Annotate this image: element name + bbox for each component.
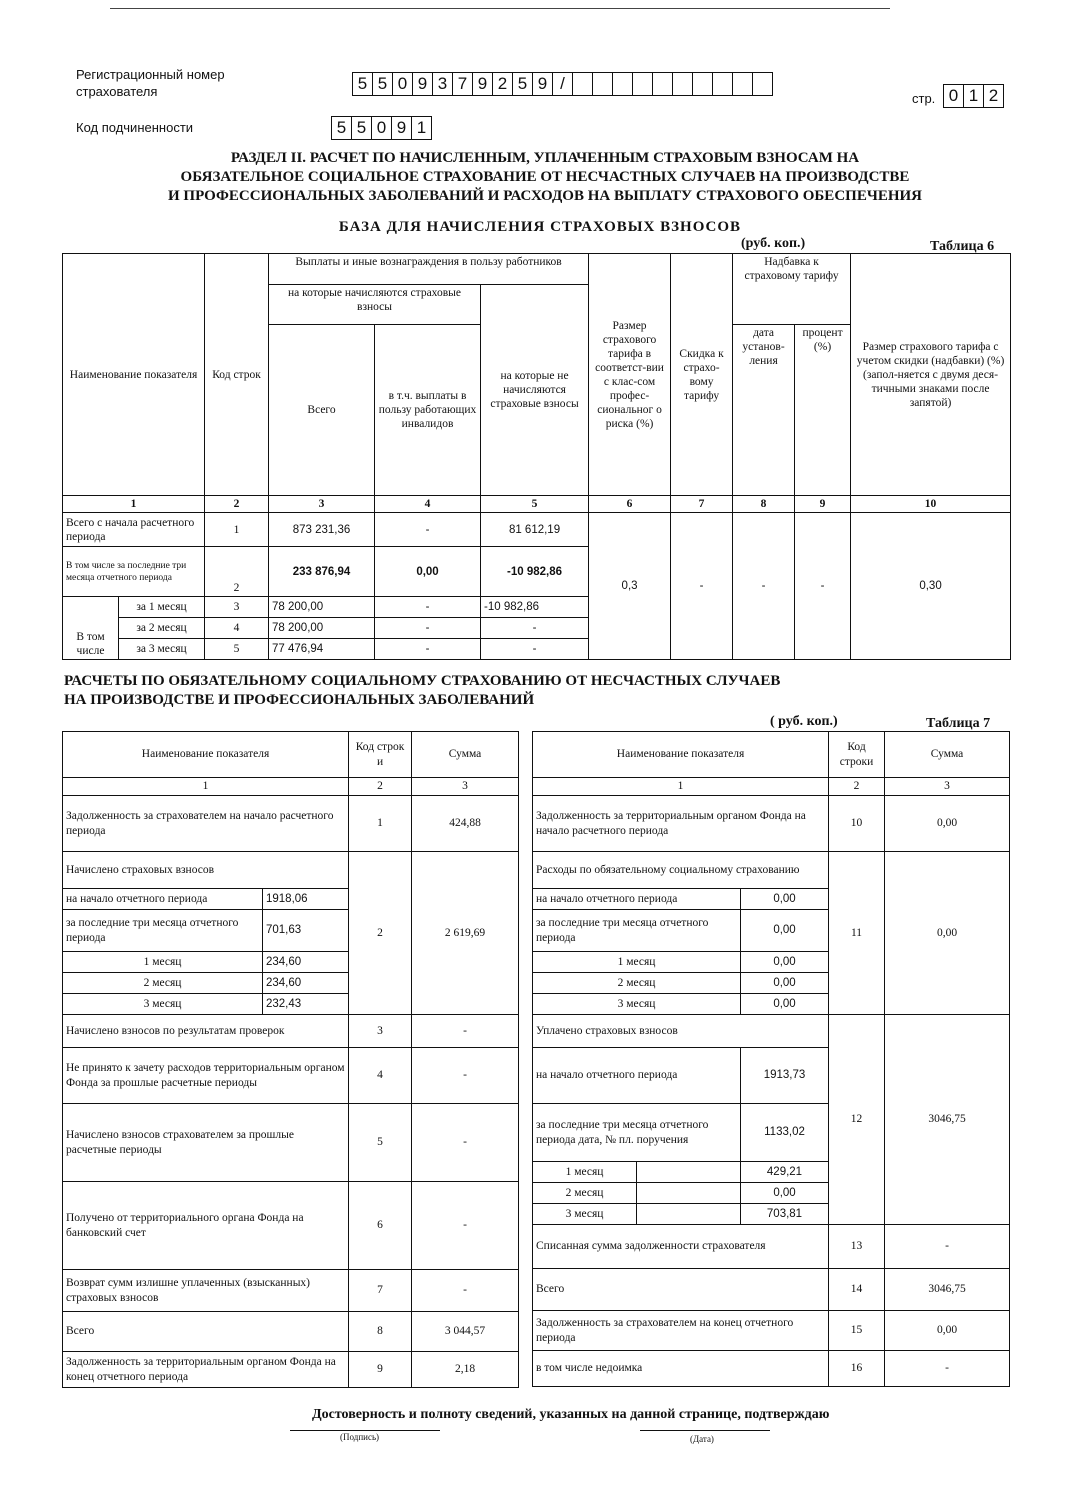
t6-header-percent: процент (%) bbox=[795, 325, 851, 496]
t7l-header-code: Код строк и bbox=[349, 732, 412, 778]
t7l-row5-name: Начислено взносов страхователем за прошлые расчетные периоды bbox=[63, 1104, 349, 1182]
t7r-row11-start: на начало отчетного периода bbox=[533, 889, 741, 910]
t7r-header-name: Наименование показателя bbox=[533, 732, 829, 778]
t7l-row1-name: Задолженность за страхователем на начало расчетного периода bbox=[63, 796, 349, 852]
t7l-row3-code: 3 bbox=[349, 1015, 412, 1048]
t7r-colnum: 2 bbox=[829, 778, 885, 796]
t7l-month2: 2 месяц bbox=[63, 973, 263, 994]
t7r-row14-sum: 3046,75 bbox=[885, 1269, 1010, 1311]
t6-colnum: 5 bbox=[481, 496, 589, 513]
reg-digit-cell bbox=[632, 72, 653, 96]
t7l-row7-sum: - bbox=[412, 1270, 519, 1312]
t6-header-charged: на которые начисляются страховые взносы bbox=[269, 285, 481, 325]
t7r-row10-sum: 0,00 bbox=[885, 796, 1010, 852]
t7r-row12-start-value: 1913,73 bbox=[741, 1048, 829, 1104]
t6-colnum: 7 bbox=[671, 496, 733, 513]
t7r-row15-name: Задолженность за страхователем на конец отчетного периода bbox=[533, 1311, 829, 1351]
t7r-row11-start-value: 0,00 bbox=[741, 889, 829, 910]
t6-header-payments: Выплаты и иные вознаграждения в пользу работников bbox=[269, 254, 589, 285]
t6-row5-total: 77 476,94 bbox=[269, 639, 375, 660]
t7r-colnum: 1 bbox=[533, 778, 829, 796]
t7l-month3: 3 месяц bbox=[63, 994, 263, 1015]
t7r-row15-code: 15 bbox=[829, 1311, 885, 1351]
t7r-row11-last3-value: 0,00 bbox=[741, 910, 829, 952]
t7r-row16-code: 16 bbox=[829, 1351, 885, 1387]
t7l-month1: 1 месяц bbox=[63, 952, 263, 973]
t7l-row8-name: Всего bbox=[63, 1312, 349, 1352]
t7r-row16-name: в том числе недоимка bbox=[533, 1351, 829, 1387]
t6-header-rate: Размер страхового тарифа в соответст-вии с клас-сом профес-сиональног о риска (%) bbox=[589, 254, 671, 496]
page-digit-cell: 0 bbox=[943, 84, 964, 108]
t6-discount-value: - bbox=[671, 513, 733, 660]
t6-colnum: 2 bbox=[205, 496, 269, 513]
reg-digit-cell bbox=[652, 72, 673, 96]
t7r-paid-month1: 1 месяц bbox=[533, 1162, 637, 1183]
t6-colnum: 1 bbox=[63, 496, 205, 513]
t6-in-that-number: В том числе bbox=[63, 597, 119, 660]
t7l-month3-value: 232,43 bbox=[263, 994, 349, 1015]
t7r-paid-month1-value: 429,21 bbox=[741, 1162, 829, 1183]
t6-row5-invalids: - bbox=[375, 639, 481, 660]
t6-row4-total: 78 200,00 bbox=[269, 618, 375, 639]
t6-row1-invalids: - bbox=[375, 513, 481, 547]
base-title: БАЗА ДЛЯ НАЧИСЛЕНИЯ СТРАХОВЫХ ВЗНОСОВ bbox=[338, 219, 742, 235]
signature-line bbox=[290, 1430, 440, 1431]
page-label: стр. bbox=[912, 91, 936, 106]
t7l-row7-name: Возврат сумм излишне уплаченных (взысканных) страховых взносов bbox=[63, 1270, 349, 1312]
reg-digit-cell: 5 bbox=[352, 72, 373, 96]
t6-row3-code: 3 bbox=[205, 597, 269, 618]
table-7-right bbox=[532, 731, 1010, 1387]
t7l-row2-name: Начислено страховых взносов bbox=[63, 852, 349, 889]
t6-header-invalids: в т.ч. выплаты в пользу работающих инвалидов bbox=[375, 325, 481, 496]
reg-digit-cell: 0 bbox=[392, 72, 413, 96]
t7r-row13-name: Списанная сумма задолженности страхователя bbox=[533, 1225, 829, 1269]
t6-row2-total: 233 876,94 bbox=[269, 547, 375, 597]
t7l-colnum: 3 bbox=[412, 778, 519, 796]
date-line bbox=[640, 1430, 770, 1431]
t6-row3-total: 78 200,00 bbox=[269, 597, 375, 618]
t6-row4-invalids: - bbox=[375, 618, 481, 639]
t6-row5-code: 5 bbox=[205, 639, 269, 660]
t7r-header-sum: Сумма bbox=[885, 732, 1010, 778]
t7l-row4-name: Не принято к зачету расходов территориальным органом Фонда за прошлые расчетные периоды bbox=[63, 1048, 349, 1104]
t7r-month2-value: 0,00 bbox=[741, 973, 829, 994]
t7l-header-name: Наименование показателя bbox=[63, 732, 349, 778]
t7r-row11-sum: 0,00 bbox=[885, 852, 1010, 1015]
reg-digit-cell: 9 bbox=[412, 72, 433, 96]
t7l-row2-last3: за последние три месяца отчетного периода bbox=[63, 910, 263, 952]
t7l-row2-start-value: 1918,06 bbox=[263, 889, 349, 910]
t7l-row3-name: Начислено взносов по результатам проверок bbox=[63, 1015, 349, 1048]
t7l-row5-sum: - bbox=[412, 1104, 519, 1182]
t6-header-discount: Скидка к страхо-вому тарифу bbox=[671, 254, 733, 496]
t6-row5-not-charged: - bbox=[481, 639, 589, 660]
reg-digit-cell bbox=[572, 72, 593, 96]
t7r-paid-month3: 3 месяц bbox=[533, 1204, 637, 1225]
t7r-row12-sum: 3046,75 bbox=[885, 1015, 1010, 1225]
t6-row2-invalids: 0,00 bbox=[375, 547, 481, 597]
t7l-header-sum: Сумма bbox=[412, 732, 519, 778]
t7l-month2-value: 234,60 bbox=[263, 973, 349, 994]
t6-row5-name: за 3 месяц bbox=[119, 639, 205, 660]
t7l-row6-code: 6 bbox=[349, 1182, 412, 1270]
reg-digit-cell bbox=[712, 72, 733, 96]
page-number-cells bbox=[943, 84, 1004, 108]
units-label-t7: ( руб. коп.) bbox=[770, 714, 838, 729]
reg-digit-cell: 9 bbox=[472, 72, 493, 96]
t6-row4-not-charged: - bbox=[481, 618, 589, 639]
t7l-row2-code: 2 bbox=[349, 852, 412, 1015]
table-6 bbox=[62, 253, 1011, 660]
t7r-row13-sum: - bbox=[885, 1225, 1010, 1269]
t6-row2-code: 2 bbox=[205, 547, 269, 597]
reg-digit-cell: 2 bbox=[492, 72, 513, 96]
page-digit-cell: 2 bbox=[983, 84, 1004, 108]
confirmation-text: Достоверность и полноту сведений, указанных на данной странице, подтверждаю bbox=[312, 1407, 830, 1422]
t6-header-total: Всего bbox=[269, 325, 375, 496]
t7r-month1-value: 0,00 bbox=[741, 952, 829, 973]
t7r-row13-code: 13 bbox=[829, 1225, 885, 1269]
subordination-label: Код подчиненности bbox=[76, 120, 194, 135]
sub-digit-cell: 5 bbox=[331, 116, 352, 140]
reg-digit-cell: 3 bbox=[432, 72, 453, 96]
t7l-month1-value: 234,60 bbox=[263, 952, 349, 973]
table6-label: Таблица 6 bbox=[930, 239, 995, 254]
t6-header-final-rate: Размер страхового тарифа с учетом скидки (надбавки) (%) (запол-няется с двумя деся-тичными знаками после запятой) bbox=[851, 254, 1011, 496]
t7r-row12-last3: за последние три месяца отчетного периода дата, № пл. поручения bbox=[533, 1104, 741, 1162]
t6-rate-value: 0,3 bbox=[589, 513, 671, 660]
t7r-row16-sum: - bbox=[885, 1351, 1010, 1387]
t6-colnum: 4 bbox=[375, 496, 481, 513]
t6-percent-value: - bbox=[795, 513, 851, 660]
t7r-row12-code: 12 bbox=[829, 1015, 885, 1225]
reg-number-label: Регистрационный номер страхователя bbox=[76, 67, 225, 99]
t6-header-date: дата установ-ления bbox=[733, 325, 795, 496]
t6-colnum: 3 bbox=[269, 496, 375, 513]
section-title: РАЗДЕЛ II. РАСЧЕТ ПО НАЧИСЛЕННЫМ, УПЛАЧЕННЫМ СТРАХОВЫМ ВЗНОСАМ НА ОБЯЗАТЕЛЬНОЕ СОЦИАЛЬНОЕ СТРАХОВАНИЕ ОТ НЕСЧАСТНЫХ СЛУЧАЕВ НА ПРОИЗВОДСТВЕ И ПРОФЕССИОНАЛЬНЫХ ЗАБОЛЕВАНИЙ И РАСХОДОВ НА ВЫПЛАТУ СТРАХОВОГО ОБЕСПЕЧЕНИЯ bbox=[168, 150, 922, 204]
t6-row2-name: В том числе за последние три месяца отчетного периода bbox=[63, 547, 205, 597]
t7l-colnum: 1 bbox=[63, 778, 349, 796]
t6-row1-code: 1 bbox=[205, 513, 269, 547]
t7l-row3-sum: - bbox=[412, 1015, 519, 1048]
top-rule bbox=[110, 8, 890, 9]
t6-header-surcharge: Надбавка к страховому тарифу bbox=[733, 254, 851, 325]
t7r-month1: 1 месяц bbox=[533, 952, 741, 973]
t7r-paid-month3-doc bbox=[637, 1204, 741, 1225]
t6-header-code: Код строк bbox=[205, 254, 269, 496]
t7r-colnum: 3 bbox=[885, 778, 1010, 796]
reg-digit-cell bbox=[692, 72, 713, 96]
t7r-paid-month3-value: 703,81 bbox=[741, 1204, 829, 1225]
reg-digit-cell: 7 bbox=[452, 72, 473, 96]
reg-digit-cell: 5 bbox=[512, 72, 533, 96]
t7l-row8-code: 8 bbox=[349, 1312, 412, 1352]
t7l-row5-code: 5 bbox=[349, 1104, 412, 1182]
t7r-row12-last3-value: 1133,02 bbox=[741, 1104, 829, 1162]
t6-row4-code: 4 bbox=[205, 618, 269, 639]
t7r-paid-month2: 2 месяц bbox=[533, 1183, 637, 1204]
t7r-row14-code: 14 bbox=[829, 1269, 885, 1311]
t7l-row6-sum: - bbox=[412, 1182, 519, 1270]
t7r-paid-month2-doc bbox=[637, 1183, 741, 1204]
date-caption: (Дата) bbox=[690, 1434, 714, 1444]
t7r-row11-code: 11 bbox=[829, 852, 885, 1015]
page-digit-cell: 1 bbox=[963, 84, 984, 108]
t7r-row10-name: Задолженность за территориальным органом Фонда на начало расчетного периода bbox=[533, 796, 829, 852]
t7r-row14-name: Всего bbox=[533, 1269, 829, 1311]
t7l-row1-code: 1 bbox=[349, 796, 412, 852]
t7l-row4-sum: - bbox=[412, 1048, 519, 1104]
t7l-row2-start: на начало отчетного периода bbox=[63, 889, 263, 910]
sub-digit-cell: 5 bbox=[351, 116, 372, 140]
t6-final-rate-value: 0,30 bbox=[851, 513, 1011, 660]
t7l-row8-sum: 3 044,57 bbox=[412, 1312, 519, 1352]
t6-row1-name: Всего с начала расчетного периода bbox=[63, 513, 205, 547]
t7r-row15-sum: 0,00 bbox=[885, 1311, 1010, 1351]
t7r-row11-last3: за последние три месяца отчетного периода bbox=[533, 910, 741, 952]
t7r-row12-start: на начало отчетного периода bbox=[533, 1048, 741, 1104]
subordination-cells bbox=[331, 116, 432, 140]
t6-row3-name: за 1 месяц bbox=[119, 597, 205, 618]
signature-caption: (Подпись) bbox=[340, 1432, 380, 1442]
table7-label: Таблица 7 bbox=[926, 716, 991, 731]
reg-digit-cell bbox=[612, 72, 633, 96]
t7r-month2: 2 месяц bbox=[533, 973, 741, 994]
t7r-row11-name: Расходы по обязательному социальному страхованию bbox=[533, 852, 829, 889]
reg-digit-cell: 9 bbox=[532, 72, 553, 96]
t6-row3-not-charged: -10 982,86 bbox=[481, 597, 589, 618]
t6-row3-invalids: - bbox=[375, 597, 481, 618]
t7l-row9-code: 9 bbox=[349, 1352, 412, 1388]
t7r-row12-name: Уплачено страховых взносов bbox=[533, 1015, 829, 1048]
t6-colnum: 9 bbox=[795, 496, 851, 513]
t6-colnum: 10 bbox=[851, 496, 1011, 513]
t6-row2-not-charged: -10 982,86 bbox=[481, 547, 589, 597]
t7l-row4-code: 4 bbox=[349, 1048, 412, 1104]
reg-digit-cell bbox=[592, 72, 613, 96]
t6-date-value: - bbox=[733, 513, 795, 660]
table-7-left bbox=[62, 731, 519, 1388]
t6-row4-name: за 2 месяц bbox=[119, 618, 205, 639]
t7r-paid-month1-doc bbox=[637, 1162, 741, 1183]
reg-digit-cell bbox=[732, 72, 753, 96]
t6-colnum: 6 bbox=[589, 496, 671, 513]
t7r-month3: 3 месяц bbox=[533, 994, 741, 1015]
t7l-row7-code: 7 bbox=[349, 1270, 412, 1312]
t7l-colnum: 2 bbox=[349, 778, 412, 796]
t7l-row2-sum: 2 619,69 bbox=[412, 852, 519, 1015]
sub-digit-cell: 1 bbox=[411, 116, 432, 140]
t6-row1-total: 873 231,36 bbox=[269, 513, 375, 547]
table7-title: РАСЧЕТЫ ПО ОБЯЗАТЕЛЬНОМУ СОЦИАЛЬНОМУ СТРАХОВАНИЮ ОТ НЕСЧАСТНЫХ СЛУЧАЕВ НА ПРОИЗВОДСТВЕ И ПРОФЕССИОНАЛЬНЫХ ЗАБОЛЕВАНИЙ bbox=[64, 673, 781, 708]
reg-digit-cell: 5 bbox=[372, 72, 393, 96]
reg-digit-cell: / bbox=[552, 72, 573, 96]
sub-digit-cell: 0 bbox=[371, 116, 392, 140]
reg-digit-cell bbox=[752, 72, 773, 96]
t7l-row9-name: Задолженность за территориальным органом Фонда на конец отчетного периода bbox=[63, 1352, 349, 1388]
t7r-paid-month2-value: 0,00 bbox=[741, 1183, 829, 1204]
reg-digit-cell bbox=[672, 72, 693, 96]
t6-row1-not-charged: 81 612,19 bbox=[481, 513, 589, 547]
reg-number-cells bbox=[352, 72, 773, 96]
t7l-row9-sum: 2,18 bbox=[412, 1352, 519, 1388]
t7r-month3-value: 0,00 bbox=[741, 994, 829, 1015]
t6-header-not-charged: на которые не начисляются страховые взносы bbox=[481, 285, 589, 496]
t6-colnum: 8 bbox=[733, 496, 795, 513]
t6-header-name: Наименование показателя bbox=[63, 254, 205, 496]
t7l-row1-sum: 424,88 bbox=[412, 796, 519, 852]
sub-digit-cell: 9 bbox=[391, 116, 412, 140]
t7l-row2-last3-value: 701,63 bbox=[263, 910, 349, 952]
t7l-row6-name: Получено от территориального органа Фонда на банковский счет bbox=[63, 1182, 349, 1270]
units-label-t6: (руб. коп.) bbox=[741, 236, 806, 251]
t7r-header-code: Код строки bbox=[829, 732, 885, 778]
t7r-row10-code: 10 bbox=[829, 796, 885, 852]
